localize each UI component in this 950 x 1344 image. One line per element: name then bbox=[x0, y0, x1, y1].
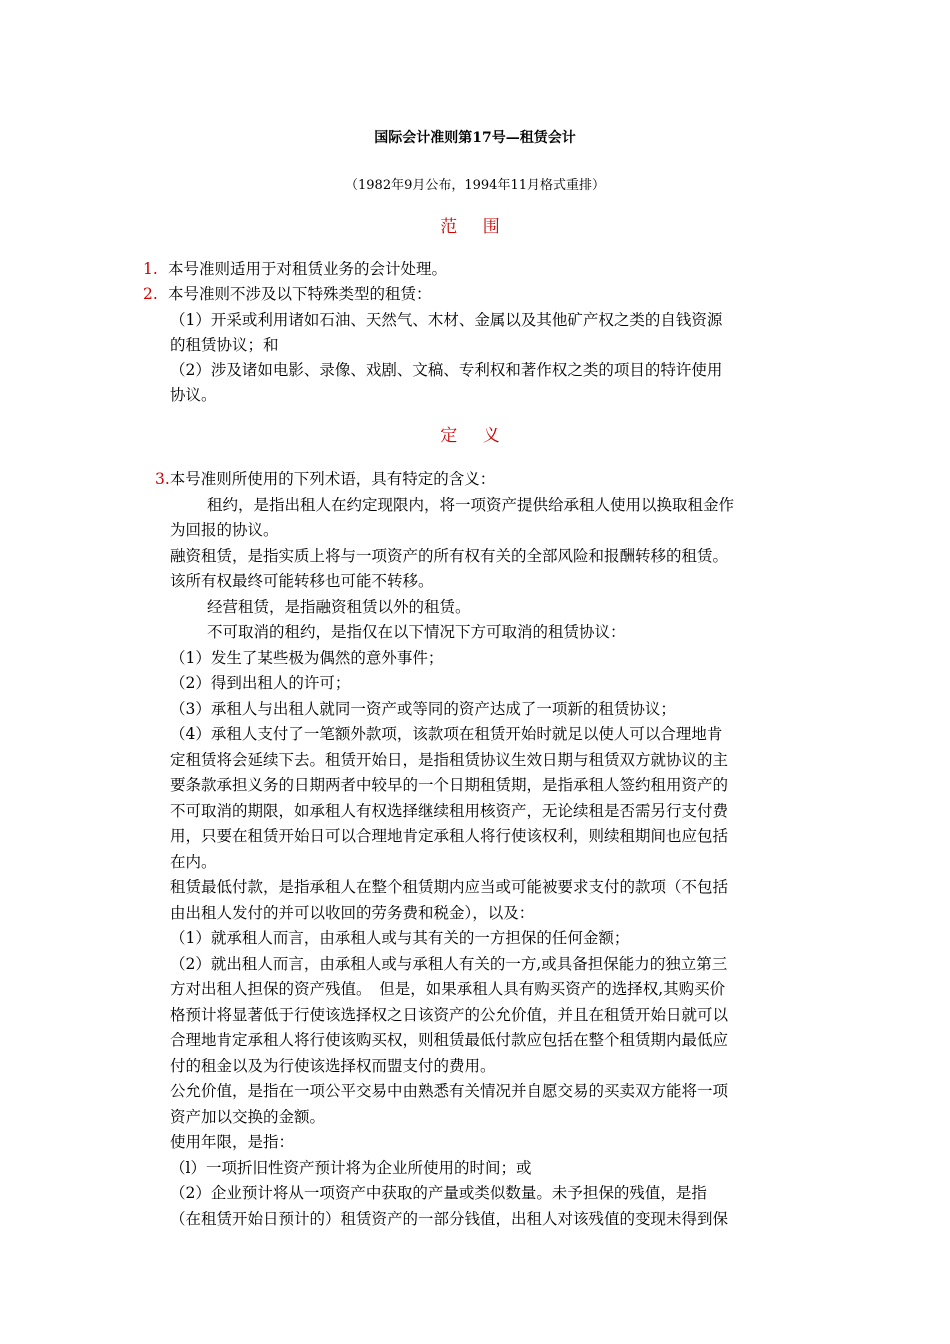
text-line: （1）就承租人而言，由承租人或与其有关的一方担保的任何金额； bbox=[170, 929, 630, 947]
item-number: 3. bbox=[155, 470, 170, 488]
text-line: 不可取消的租约，是指仅在以下情况下方可取消的租赁协议： bbox=[207, 623, 626, 641]
item-text: 本号准则所使用的下列术语，具有特定的含义： bbox=[169, 470, 496, 488]
item-text: 本号准则不涉及以下特殊类型的租赁： bbox=[168, 285, 432, 303]
text-line: 用，只要在租赁开始日可以合理地肯定承租人将行使该权利，则续租期间也应包括 bbox=[170, 827, 729, 845]
text-line: 格预计将显著低于行使该选择权之日该资产的公允价值，并且在租赁开始日就可以 bbox=[170, 1006, 729, 1024]
text-line: 不可取消的期限，如承租人有权选择继续租用核资产，无论续租是否需另行支付费 bbox=[170, 802, 729, 820]
text-line: （3）承租人与出租人就同一资产或等同的资产达成了一项新的租赁协议； bbox=[170, 700, 676, 718]
item-number: 2. bbox=[143, 285, 158, 303]
text-line: （1）开采或利用诸如石油、天然气、木材、金属以及其他矿产权之类的自钱资源 bbox=[170, 311, 723, 329]
text-line: （2）就出租人而言，由承租人或与承租人有关的一方,或具备担保能力的独立第三 bbox=[170, 955, 728, 973]
text-line: 租赁最低付款，是指承租人在整个租赁期内应当或可能被要求支付的款项（不包括 bbox=[170, 878, 729, 896]
document-subtitle: （1982年9月公布，1994年11月格式重排） bbox=[345, 178, 605, 193]
text-line: 合理地肯定承租人将行使该购买权，则租赁最低付款应包括在整个租赁期内最低应 bbox=[170, 1031, 729, 1049]
text-line: 付的租金以及为行使该选择权而盟支付的费用。 bbox=[170, 1057, 496, 1075]
text-line: 该所有权最终可能转移也可能不转移。 bbox=[170, 572, 434, 590]
text-line: 为回报的协议。 bbox=[170, 521, 279, 539]
text-line: （在租赁开始日预计的）租赁资产的一部分钱值，出租人对该残值的变现未得到保 bbox=[170, 1210, 729, 1228]
text-line: 定租赁将会延续下去。租赁开始日，是指租赁协议生效日期与租赁双方就协议的主 bbox=[170, 751, 729, 769]
section-heading-definitions: 定 义 bbox=[440, 426, 510, 446]
text-line: 融资租赁，是指实质上将与一项资产的所有权有关的全部风险和报酬转移的租赁。 bbox=[170, 547, 729, 565]
text-line: 协议。 bbox=[170, 386, 217, 404]
item-text: 本号准则适用于对租赁业务的会计处理。 bbox=[168, 260, 448, 278]
text-line: 经营租赁，是指融资租赁以外的租赁。 bbox=[207, 598, 471, 616]
text-line: （2）得到出租人的许可； bbox=[170, 674, 351, 692]
item-number: 1. bbox=[143, 260, 158, 278]
text-line: 在内。 bbox=[170, 853, 217, 871]
document-title: 国际会计准则第17号—租赁会计 bbox=[374, 130, 576, 146]
text-line: 租约，是指出租人在约定现限内，将一项资产提供给承租人使用以换取租金作 bbox=[207, 496, 735, 514]
definitions-item-3 bbox=[155, 467, 495, 493]
text-line: （2）企业预计将从一项资产中获取的产量或类似数量。未予担保的残值，是指 bbox=[170, 1184, 707, 1202]
text-line: 资产加以交换的金额。 bbox=[170, 1108, 326, 1126]
text-line: （1）发生了某些极为偶然的意外事件； bbox=[170, 649, 444, 667]
scope-item-1 bbox=[0, 257, 950, 283]
text-line: （4）承租人支付了一笔额外款项，该款项在租赁开始时就足以使人可以合理地肯 bbox=[170, 725, 723, 743]
text-line: 方对出租人担保的资产残值。 但是，如果承租人具有购买资产的选择权,其购买价 bbox=[170, 980, 726, 998]
text-line: 要条款承担义务的日期两者中较早的一个日期租赁期，是指承租人签约租用资产的 bbox=[170, 776, 729, 794]
text-line: （l）一项折旧性资产预计将为企业所使用的时间；或 bbox=[170, 1159, 532, 1177]
text-line: 使用年限，是指： bbox=[170, 1133, 295, 1151]
text-line: 公允价值，是指在一项公平交易中由熟悉有关情况并自愿交易的买卖双方能将一项 bbox=[170, 1082, 729, 1100]
scope-item-2 bbox=[0, 282, 950, 308]
text-line: 的租赁协议；和 bbox=[170, 336, 279, 354]
text-line: （2）涉及诸如电影、录像、戏剧、文稿、专利权和著作权之类的项目的特许使用 bbox=[170, 361, 723, 379]
text-line: 由出租人发付的并可以收回的劳务费和税金），以及： bbox=[170, 904, 535, 922]
section-heading-scope: 范 围 bbox=[440, 217, 510, 237]
